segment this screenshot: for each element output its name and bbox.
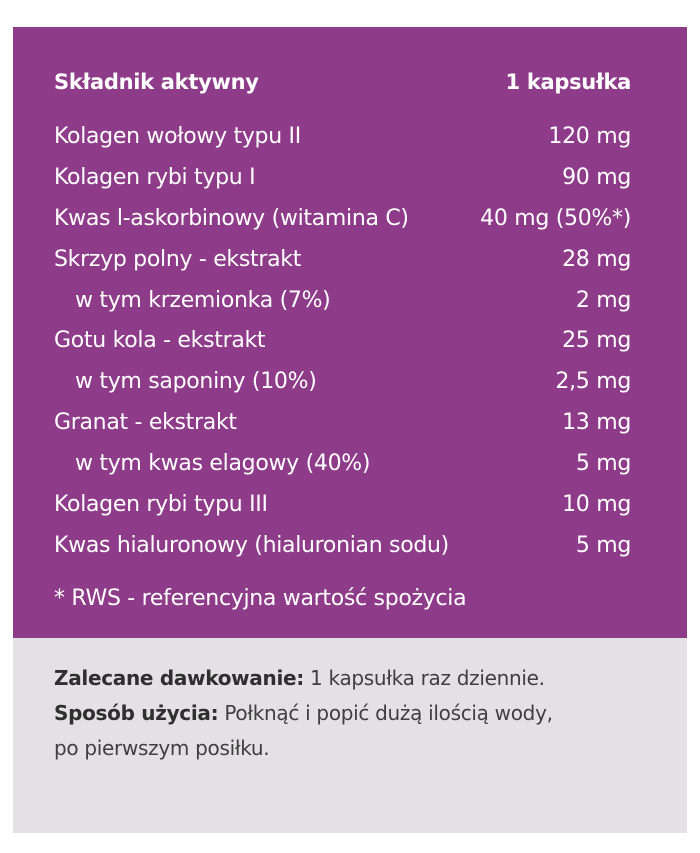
usage-value-line2: po pierwszym posiłku. (54, 736, 270, 760)
dosing-panel (13, 638, 687, 833)
ingredient-name: w tym kwas elagowy (40%) (75, 451, 371, 477)
ingredient-name: Kolagen rybi typu I (54, 164, 256, 190)
usage-instructions (54, 696, 647, 731)
ingredient-list (54, 116, 631, 566)
ingredient-name: Skrzyp polny - ekstrakt (54, 246, 302, 272)
ingredient-name: Kwas hialuronowy (hialuronian sodu) (54, 532, 449, 558)
ingredient-column-header: Składnik aktywny (54, 70, 259, 94)
ingredient-row (54, 443, 631, 484)
ingredient-name: w tym krzemionka (7%) (75, 287, 331, 313)
ingredient-name: Kolagen rybi typu III (54, 491, 268, 517)
amount-column-header: 1 kapsułka (505, 70, 631, 94)
ingredient-amount: 5 mg (575, 451, 631, 477)
ingredient-row (54, 320, 631, 361)
ingredient-amount: 28 mg (562, 246, 631, 272)
dosing-text (54, 661, 647, 766)
ingredient-name: Kolagen wołowy typu II (54, 123, 301, 149)
ingredient-amount: 40 mg (50%*) (480, 205, 631, 231)
ingredient-amount: 90 mg (562, 164, 631, 190)
ingredient-row (54, 525, 631, 566)
recommended-dosage-label: Zalecane dawkowanie: (54, 666, 304, 690)
ingredient-row (54, 157, 631, 198)
ingredient-amount: 25 mg (562, 328, 631, 354)
ingredient-row (54, 239, 631, 280)
usage-label: Sposób użycia: (54, 701, 219, 725)
footnote: * RWS - referencyjna wartość spożycia (54, 586, 467, 611)
ingredient-name: Gotu kola - ekstrakt (54, 328, 266, 354)
ingredient-amount: 120 mg (548, 123, 631, 149)
ingredient-row (54, 484, 631, 525)
ingredient-amount: 2 mg (575, 287, 631, 313)
recommended-dosage-value: 1 kapsułka raz dziennie. (303, 666, 545, 690)
ingredient-name: Granat - ekstrakt (54, 410, 237, 436)
ingredient-row (54, 361, 631, 402)
recommended-dosage (54, 661, 647, 696)
ingredient-name: Kwas l-askorbinowy (witamina C) (54, 205, 409, 231)
table-header (54, 70, 631, 94)
ingredient-name: w tym saponiny (10%) (75, 369, 317, 395)
ingredient-amount: 10 mg (562, 491, 631, 517)
ingredients-panel (13, 27, 687, 638)
ingredient-row (54, 280, 631, 321)
ingredient-row (54, 198, 631, 239)
ingredient-amount: 2,5 mg (555, 369, 631, 395)
supplement-facts-card (13, 27, 687, 833)
ingredient-row (54, 116, 631, 157)
ingredient-amount: 13 mg (562, 410, 631, 436)
ingredient-row (54, 402, 631, 443)
ingredient-amount: 5 mg (575, 532, 631, 558)
usage-value-line1: Połknąć i popić dużą ilością wody, (218, 701, 553, 725)
